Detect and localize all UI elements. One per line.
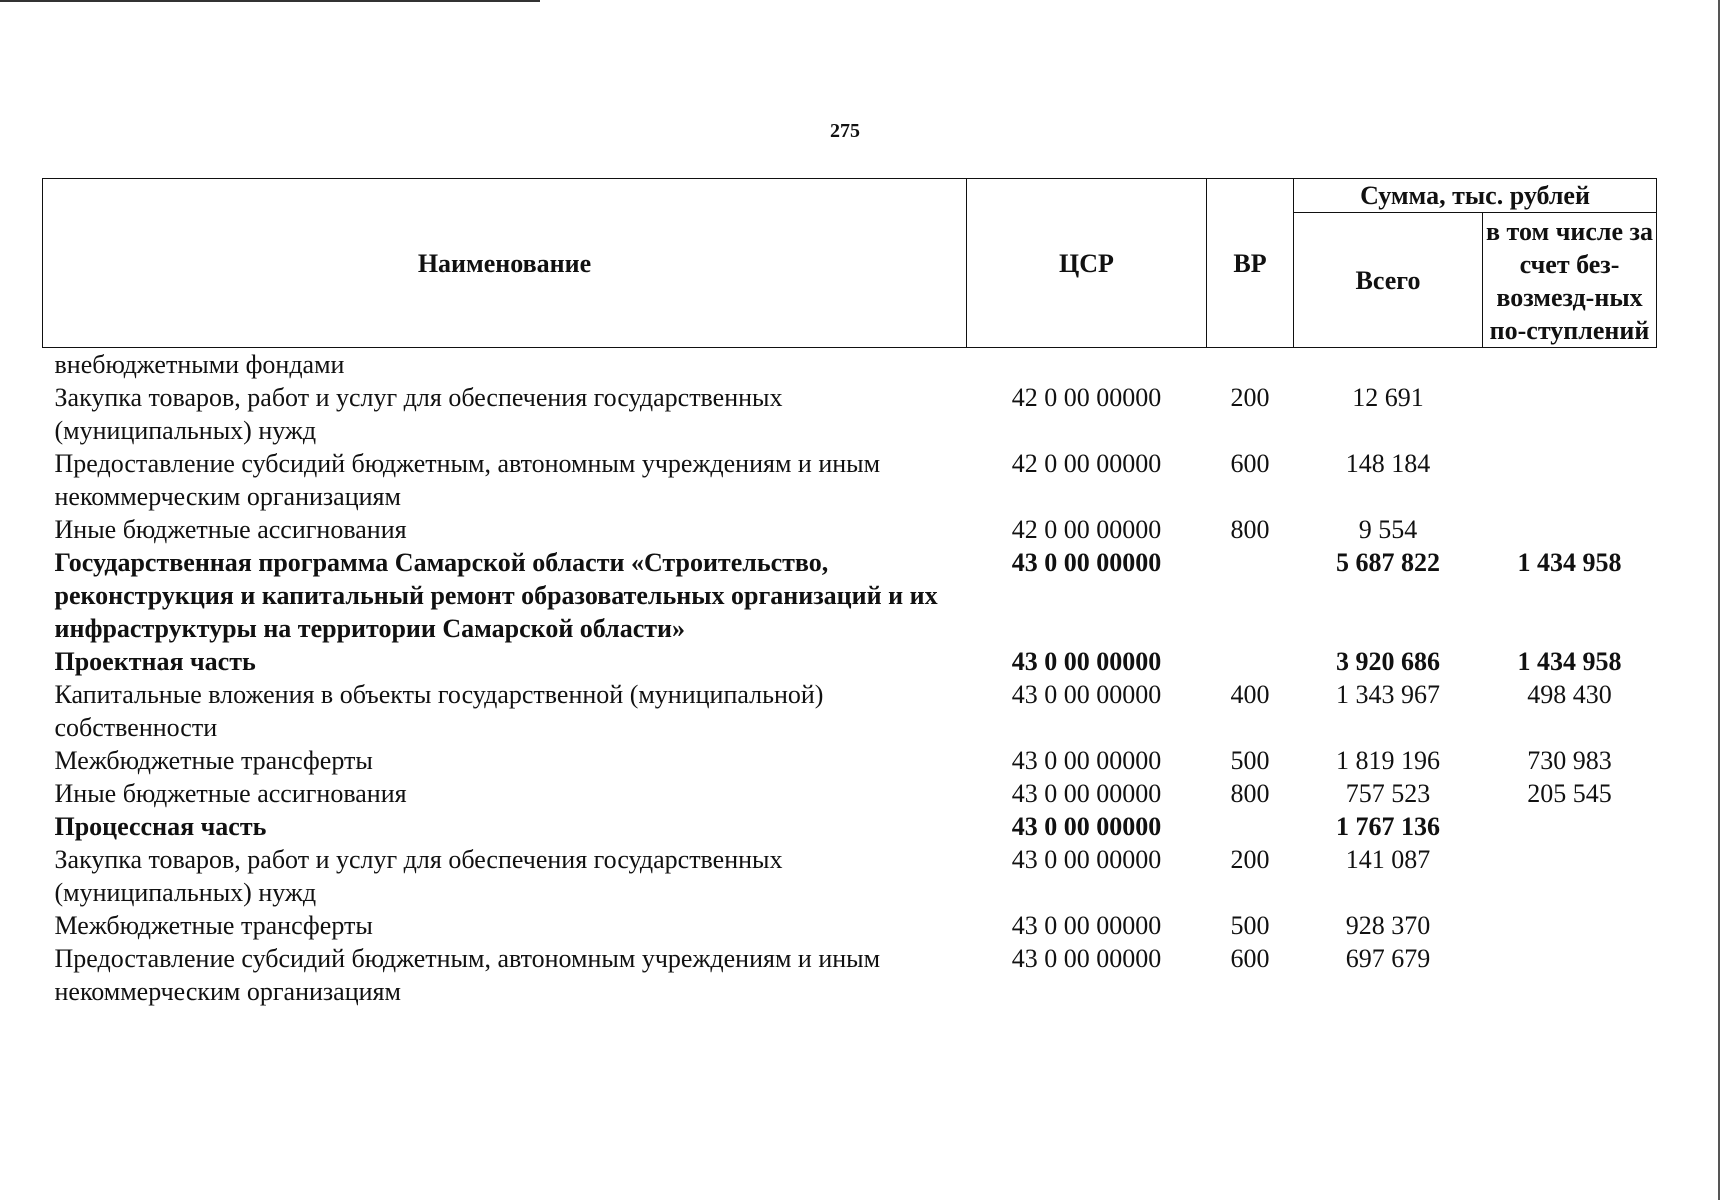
table-row <box>43 381 1657 447</box>
row-vr: 400 <box>1230 680 1270 709</box>
row-csr: 43 0 00 00000 <box>1011 548 1162 577</box>
row-vr: 600 <box>1230 944 1270 973</box>
table-row <box>43 447 1657 513</box>
table-row <box>43 843 1657 909</box>
row-vr <box>1207 546 1294 645</box>
row-incl-part: 205 545 <box>1527 779 1612 808</box>
row-name: внебюджетными фондами <box>54 350 345 379</box>
table-row <box>43 513 1657 546</box>
row-name: Закупка товаров, работ и услуг для обеспечения государственных (муниципальных) нужд <box>54 383 783 445</box>
row-csr: 42 0 00 00000 <box>1011 449 1162 478</box>
row-csr: 43 0 00 00000 <box>1011 779 1162 808</box>
row-total: 148 184 <box>1345 449 1431 478</box>
row-vr <box>1207 645 1294 678</box>
table-row <box>43 942 1657 1008</box>
row-name: Иные бюджетные ассигнования <box>54 515 407 544</box>
row-total: 5 687 822 <box>1336 548 1440 577</box>
row-incl-part: 1 434 958 <box>1517 548 1622 577</box>
row-incl-part <box>1483 447 1657 513</box>
row-total: 757 523 <box>1345 779 1431 808</box>
row-csr: 42 0 00 00000 <box>1011 515 1162 544</box>
row-csr: 43 0 00 00000 <box>1011 647 1162 676</box>
row-total: 697 679 <box>1345 944 1431 973</box>
budget-table <box>42 178 1657 1008</box>
row-incl-part <box>1483 348 1657 382</box>
row-incl-part <box>1483 513 1657 546</box>
table-body <box>43 348 1657 1009</box>
page-number: 275 <box>830 120 860 142</box>
row-name: Предоставление субсидий бюджетным, автономным учреждениям и иным некоммерческим организациям <box>54 449 881 511</box>
table-row <box>43 744 1657 777</box>
table-row <box>43 645 1657 678</box>
row-vr: 200 <box>1230 845 1270 874</box>
row-vr: 800 <box>1230 515 1270 544</box>
row-total: 141 087 <box>1345 845 1431 874</box>
row-name: Капитальные вложения в объекты государственной (муниципальной) собственности <box>54 680 824 742</box>
row-incl-part: 730 983 <box>1527 746 1612 775</box>
row-incl-part: 1 434 958 <box>1517 647 1622 676</box>
row-total: 928 370 <box>1345 911 1431 940</box>
header-name: Наименование <box>43 179 967 348</box>
row-incl-part <box>1483 843 1657 909</box>
row-name: Закупка товаров, работ и услуг для обеспечения государственных (муниципальных) нужд <box>54 845 783 907</box>
row-vr: 800 <box>1230 779 1270 808</box>
header-total: Всего <box>1294 213 1483 348</box>
row-vr: 500 <box>1230 911 1270 940</box>
row-csr: 43 0 00 00000 <box>1011 911 1162 940</box>
header-incl-part: в том числе за счет без-возмезд-ных по-ступлений <box>1483 213 1657 348</box>
row-vr: 200 <box>1230 383 1270 412</box>
row-total: 1 819 196 <box>1336 746 1440 775</box>
row-csr: 43 0 00 00000 <box>1011 680 1162 709</box>
row-csr: 43 0 00 00000 <box>1011 845 1162 874</box>
table-row <box>43 909 1657 942</box>
row-incl-part <box>1483 381 1657 447</box>
row-incl-part <box>1483 810 1657 843</box>
row-name: Государственная программа Самарской области «Строительство, реконструкция и капитальный ремонт образовательных организаций и их инфраструктуры на территории Самарской области» <box>54 548 938 643</box>
row-name: Межбюджетные трансферты <box>54 746 373 775</box>
row-vr <box>1207 810 1294 843</box>
row-total: 3 920 686 <box>1336 647 1440 676</box>
row-vr <box>1207 348 1294 382</box>
row-csr: 43 0 00 00000 <box>1011 944 1162 973</box>
row-incl-part <box>1483 909 1657 942</box>
table-row <box>43 348 1657 382</box>
row-name: Предоставление субсидий бюджетным, автономным учреждениям и иным некоммерческим организациям <box>54 944 881 1006</box>
row-total: 9 554 <box>1358 515 1418 544</box>
header-csr: ЦСР <box>967 179 1207 348</box>
row-csr: 43 0 00 00000 <box>1011 812 1162 841</box>
row-total: 12 691 <box>1352 383 1424 412</box>
table-row <box>43 678 1657 744</box>
row-name: Проектная часть <box>54 647 256 676</box>
top-edge-rule <box>0 0 540 2</box>
row-csr <box>967 348 1207 382</box>
table-row <box>43 810 1657 843</box>
row-name: Иные бюджетные ассигнования <box>54 779 407 808</box>
row-incl-part <box>1483 942 1657 1008</box>
row-csr: 43 0 00 00000 <box>1011 746 1162 775</box>
header-vr: ВР <box>1207 179 1294 348</box>
table-header <box>43 179 1657 348</box>
row-total: 1 343 967 <box>1336 680 1440 709</box>
row-vr: 500 <box>1230 746 1270 775</box>
row-vr: 600 <box>1230 449 1270 478</box>
row-csr: 42 0 00 00000 <box>1011 383 1162 412</box>
table-row <box>43 777 1657 810</box>
row-total: 1 767 136 <box>1336 812 1440 841</box>
table-row <box>43 546 1657 645</box>
row-name: Процессная часть <box>54 812 267 841</box>
row-total <box>1294 348 1483 382</box>
header-sum-group: Сумма, тыс. рублей <box>1294 179 1657 213</box>
row-name: Межбюджетные трансферты <box>54 911 373 940</box>
row-incl-part: 498 430 <box>1527 680 1612 709</box>
header-row-top <box>43 179 1657 213</box>
